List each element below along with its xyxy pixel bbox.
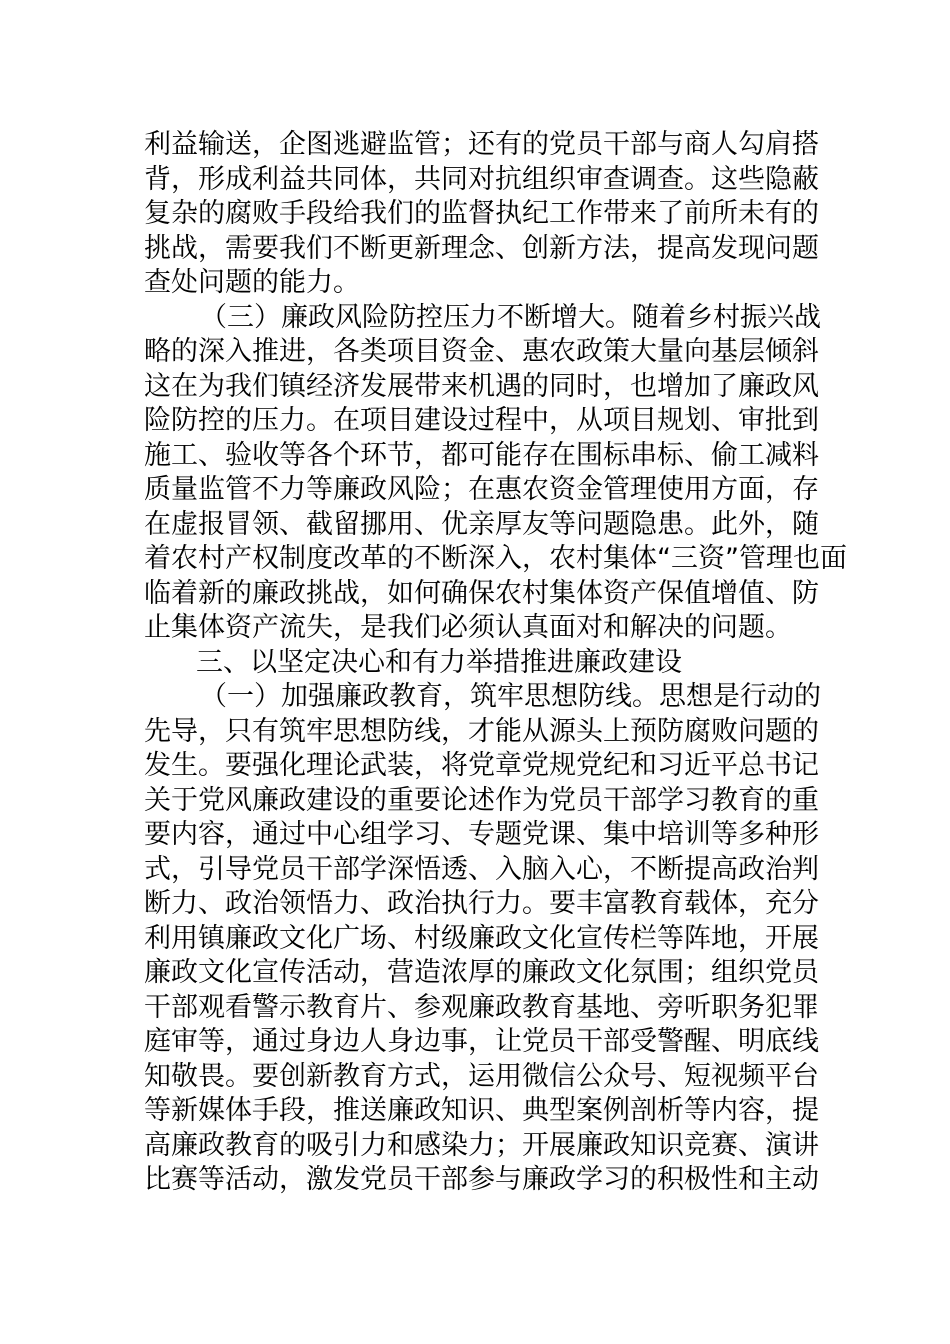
text-line: 知敬畏。要创新教育方式，运用微信公众号、短视频平台 [144, 1060, 819, 1092]
text-line: 这在为我们镇经济发展带来机遇的同时，也增加了廉政风 [144, 370, 819, 402]
section-heading: 三、以坚定决心和有力举措推进廉政建设 [196, 646, 682, 678]
text-line: 庭审等，通过身边人身边事，让党员干部受警醒、明底线 [144, 1026, 819, 1057]
text-line: 挑战，需要我们不断更新理念、创新方法，提高发现问题 [144, 232, 819, 264]
text-line: 利用镇廉政文化广场、村级廉政文化宣传栏等阵地，开展 [144, 922, 819, 954]
paragraph-start-line: （一）加强廉政教育，筑牢思想防线。思想是行动的 [200, 681, 821, 712]
text-line: 背，形成利益共同体，共同对抗组织审查调查。这些隐蔽 [144, 163, 819, 195]
text-line: 发生。要强化理论武装，将党章党规党纪和习近平总书记 [144, 750, 819, 781]
text-line: 质量监管不力等廉政风险；在惠农资金管理使用方面，存 [144, 474, 819, 505]
text-line: 止集体资产流失，是我们必须认真面对和解决的问题。 [144, 612, 792, 643]
text-line: 复杂的腐败手段给我们的监督执纪工作带来了前所未有的 [144, 198, 819, 229]
text-line: 略的深入推进，各类项目资金、惠农政策大量向基层倾斜 [144, 336, 819, 367]
text-line: 比赛等活动，激发党员干部参与廉政学习的积极性和主动 [144, 1164, 819, 1195]
text-line: 查处问题的能力。 [144, 267, 360, 298]
paragraph-start-line: （三）廉政风险防控压力不断增大。随着乡村振兴战 [200, 301, 821, 333]
text-line: 断力、政治领悟力、政治执行力。要丰富教育载体，充分 [144, 888, 819, 919]
text-line: 要内容，通过中心组学习、专题党课、集中培训等多种形 [144, 819, 819, 850]
text-line: 临着新的廉政挑战，如何确保农村集体资产保值增值、防 [144, 577, 819, 609]
text-line: 先导，只有筑牢思想防线，才能从源头上预防腐败问题的 [144, 715, 819, 747]
text-line: 干部观看警示教育片、参观廉政教育基地、旁听职务犯罪 [144, 991, 819, 1023]
text-line: 式，引导党员干部学深悟透、入脑入心，不断提高政治判 [144, 853, 819, 885]
text-line: 险防控的压力。在项目建设过程中，从项目规划、审批到 [144, 405, 819, 436]
text-line: 高廉政教育的吸引力和感染力；开展廉政知识竞赛、演讲 [144, 1129, 819, 1161]
text-line: 关于党风廉政建设的重要论述作为党员干部学习教育的重 [144, 784, 819, 816]
text-line: 利益输送，企图逃避监管；还有的党员干部与商人勾肩搭 [144, 129, 819, 160]
text-line: 施工、验收等各个环节，都可能存在围标串标、偷工减料 [144, 439, 819, 471]
text-line: 廉政文化宣传活动，营造浓厚的廉政文化氛围；组织党员 [144, 957, 819, 988]
text-line: 着农村产权制度改革的不断深入，农村集体“三资”管理也面 [144, 543, 847, 574]
text-line: 在虚报冒领、截留挪用、优亲厚友等问题隐患。此外，随 [144, 508, 819, 540]
text-line: 等新媒体手段，推送廉政知识、典型案例剖析等内容，提 [144, 1095, 819, 1126]
body-text [144, 128, 847, 1198]
